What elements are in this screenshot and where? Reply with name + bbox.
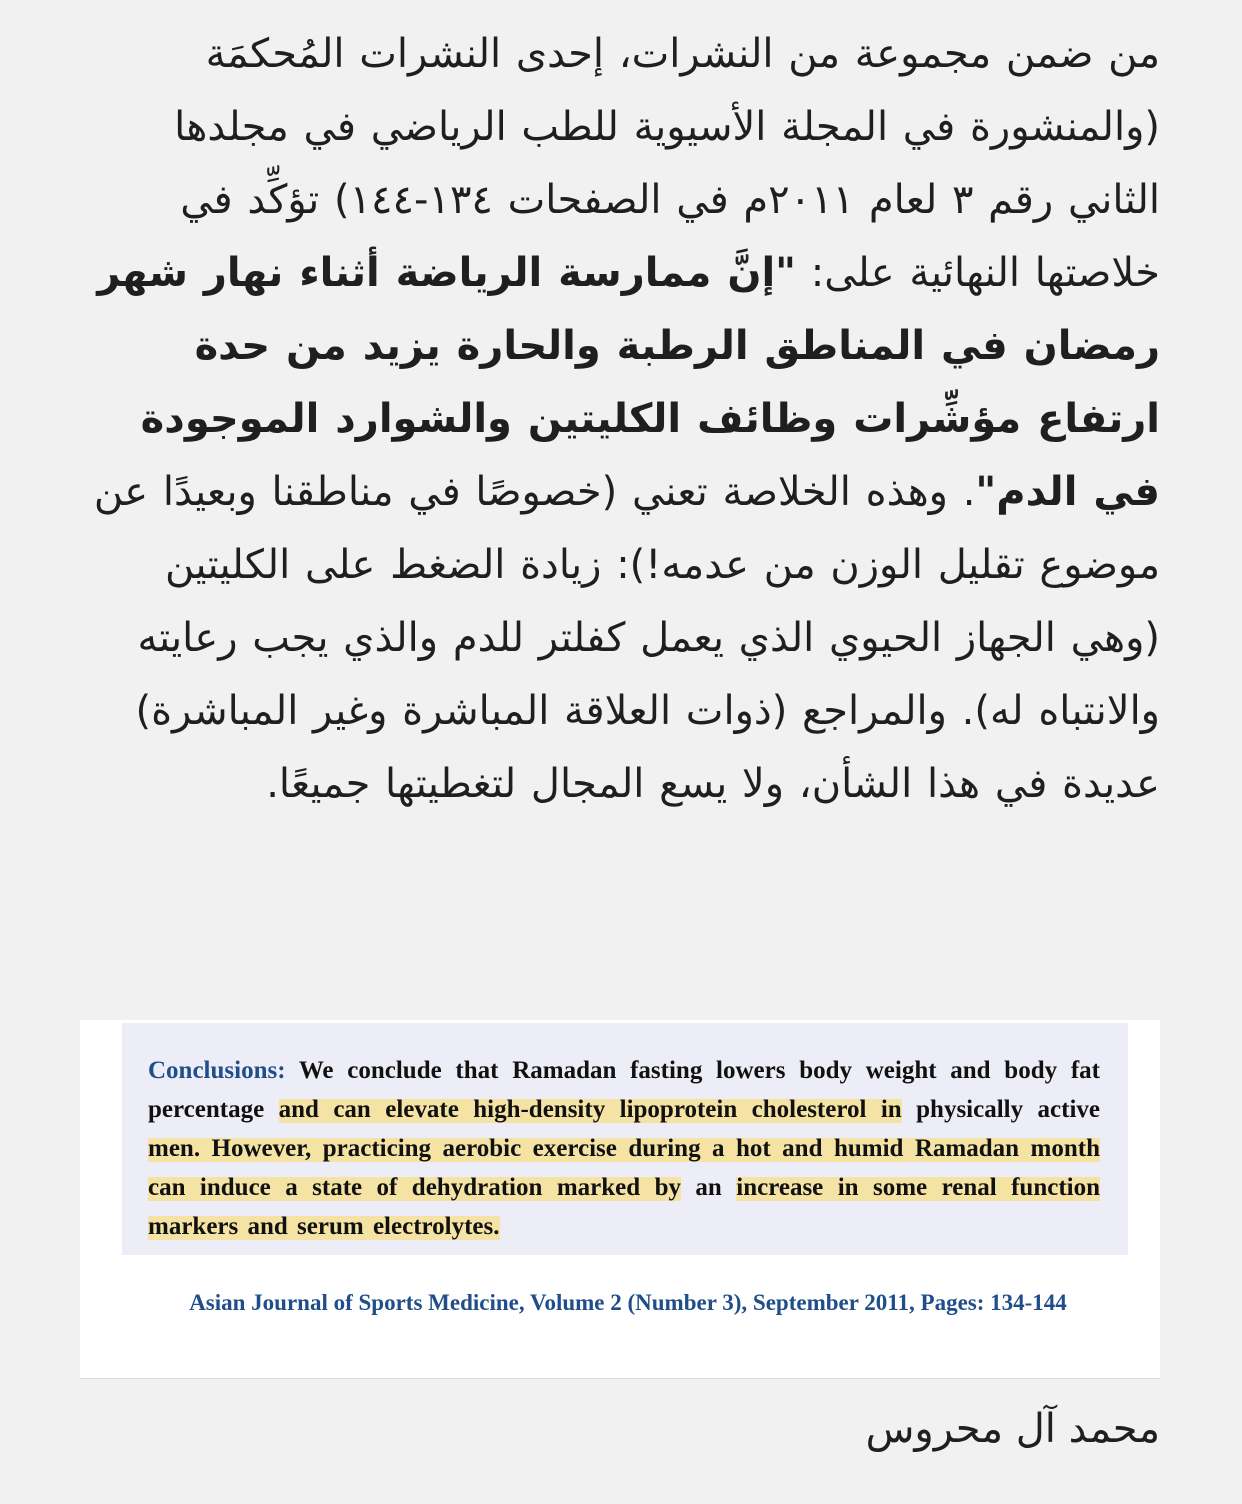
highlighted-text: and can elevate high-density lipoprotein cholesterol in xyxy=(278,1096,902,1123)
article-body-text: . وهذه الخلاصة تعني (خصوصًا في مناطقنا وبعيدًا عن موضوع تقليل الوزن من عدمه!): زيادة الضغط على الكليتين (وهي الجهاز الحيوي الذي يعمل كفلتر للدم والذي يجب رعايته والانتباه له). والمراجع (ذوات العلاقة المباشرة وغير المباشرة) عديدة في هذا الشأن، ولا يسع المجال لتغطيتها جميعًا. xyxy=(93,469,1160,807)
conclusions-paragraph xyxy=(148,1051,1100,1246)
conclusions-text-plain: an xyxy=(680,1174,737,1201)
conclusions-box xyxy=(122,1023,1128,1255)
conclusions-text-plain: We conclude that Ramadan fasting lowers body weight and body fat percentage xyxy=(148,1057,1100,1123)
conclusions-text-plain: physically active xyxy=(901,1096,1100,1123)
article-quote: "إنَّ ممارسة الرياضة أثناء نهار شهر رمضان في المناطق الرطبة والحارة يزيد من حدة ارتفاع مؤشِّرات وظائف الكليتين والشوارد الموجودة في الدم" xyxy=(97,250,1160,515)
divider xyxy=(80,1378,1160,1379)
journal-excerpt-card xyxy=(80,1020,1160,1378)
author-signature: محمد آل محروس xyxy=(865,1406,1160,1452)
conclusions-label: Conclusions: xyxy=(148,1057,286,1084)
article-body xyxy=(80,18,1160,821)
journal-citation: Asian Journal of Sports Medicine, Volume 2 (Number 3), September 2011, Pages: 134-144 xyxy=(189,1290,1067,1315)
article-intro: من ضمن مجموعة من النشرات، إحدى النشرات المُحكمَة (والمنشورة في المجلة الأسيوية للطب الرياضي في مجلدها الثاني رقم ٣ لعام ٢٠١١م في الصفحات ١٣٤-١٤٤) تؤكِّد في خلاصتها النهائية على: xyxy=(174,31,1160,296)
highlighted-text: men. However, practicing aerobic exercise during a hot and humid Ramadan month can induce a state of dehydration marked by xyxy=(148,1135,1100,1201)
highlighted-text: increase in some renal function markers and serum electrolytes. xyxy=(148,1174,1100,1240)
